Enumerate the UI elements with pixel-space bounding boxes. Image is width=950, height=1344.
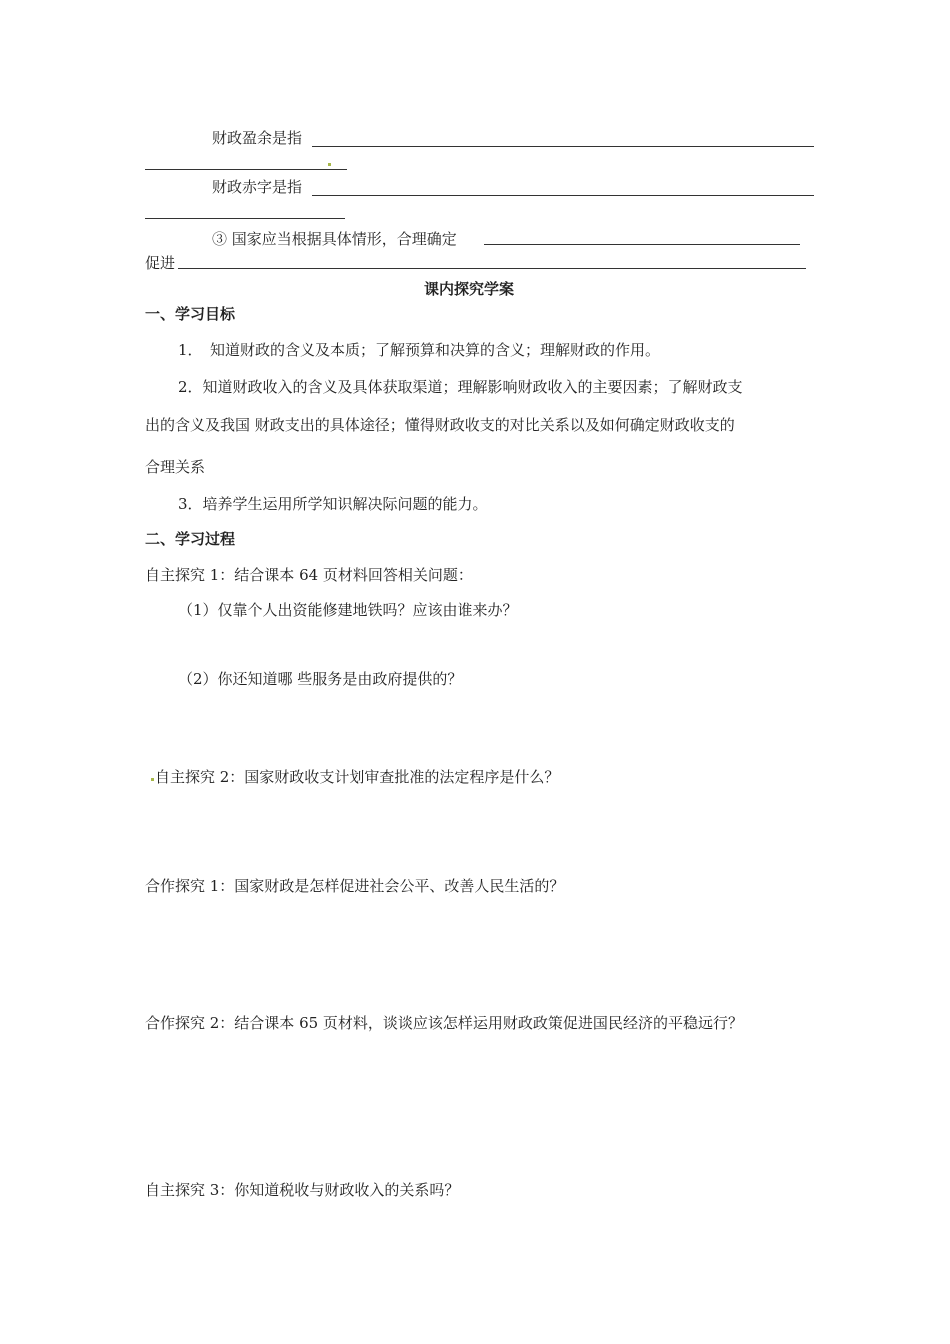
explore1-question-2: （2）你还知道哪 些服务是由政府提供的？	[178, 670, 463, 688]
explore3-question: 自主探究 3：你知道税收与财政收入的关系吗？	[145, 1181, 460, 1199]
coop1-question: 合作探究 1：国家财政是怎样促进社会公平、改善人民生活的？	[145, 877, 565, 895]
explore1-question-1: （1）仅靠个人出资能修建地铁吗？应该由谁来办？	[178, 601, 518, 619]
deficit-blank-line-2[interactable]	[145, 218, 345, 219]
promote-label: 促进	[145, 254, 176, 272]
explore2-question: 自主探究 2：国家财政收支计划审查批准的法定程序是什么？	[155, 768, 560, 786]
speck-mark	[151, 778, 154, 781]
goal-3: 3．培养学生运用所学知识解决际问题的能力。	[178, 495, 488, 513]
goal-2-line-1: 2．知道财政收入的含义及具体获取渠道；理解影响财政收入的主要因素；了解财政支	[178, 378, 743, 396]
surplus-blank-line-1[interactable]	[312, 146, 814, 147]
coop2-question: 合作探究 2：结合课本 65 页材料，谈谈应该怎样运用财政政策促进国民经济的平稳远行？	[145, 1014, 743, 1032]
item3-blank-line[interactable]	[484, 244, 800, 245]
surplus-blank-line-2[interactable]	[145, 169, 347, 170]
promote-blank-line[interactable]	[178, 268, 806, 269]
item3-label: ③ 国家应当根据具体情形，合理确定	[212, 230, 457, 248]
surplus-label: 财政盈余是指	[212, 129, 303, 147]
speck-mark	[328, 163, 331, 166]
goal-2-line-2: 出的含义及我国 财政支出的具体途径；懂得财政收支的对比关系以及如何确定财政收支的	[145, 416, 735, 434]
goal-2-line-3: 合理关系	[145, 458, 206, 476]
goal-1: 1． 知道财政的含义及本质；了解预算和决算的含义；理解财政的作用。	[178, 341, 661, 359]
page-title: 课内探究学案	[424, 280, 515, 298]
explore1-title: 自主探究 1：结合课本 64 页材料回答相关问题：	[145, 566, 473, 584]
deficit-blank-line-1[interactable]	[312, 195, 814, 196]
section2-heading: 二、学习过程	[145, 530, 236, 548]
deficit-label: 财政赤字是指	[212, 178, 303, 196]
section1-heading: 一、学习目标	[145, 305, 236, 323]
